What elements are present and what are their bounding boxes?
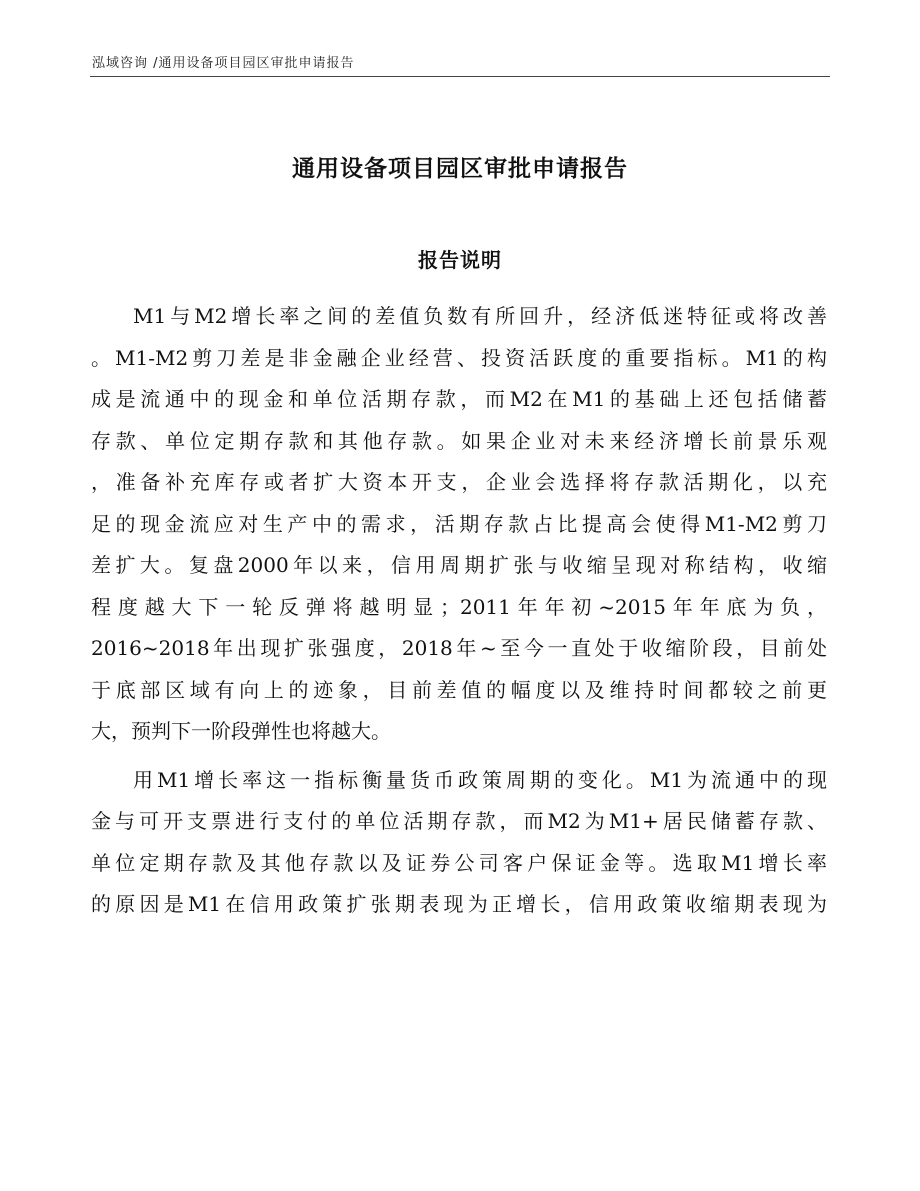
paragraph-1-line: ，准备补充库存或者扩大资本开支，企业会选择将存款活期化，以充 — [91, 470, 827, 494]
paragraph-2-line: 单位定期存款及其他存款以及证券公司客户保证金等。选取M1增长率 — [91, 850, 827, 875]
paragraph-2-line: 的原因是M1在信用政策扩张期表现为正增长，信用政策收缩期表现为 — [91, 892, 827, 916]
paragraph-1-line: 存款、单位定期存款和其他存款。如果企业对未来经济增长前景乐观 — [91, 428, 827, 453]
paragraph-1-line: 。M1-M2剪刀差是非金融企业经营、投资活跃度的重要指标。M1的构 — [91, 345, 827, 370]
paragraph-1-line: 大，预判下一阶段弹性也将越大。 — [91, 719, 391, 743]
paragraph-1-line: 2016~2018年出现扩张强度，2018年~至今一直处于收缩阶段，目前处 — [91, 636, 827, 660]
document-title: 通用设备项目园区审批申请报告 — [292, 156, 628, 182]
paragraph-1-line: 足的现金流应对生产中的需求，活期存款占比提高会使得M1-M2剪刀 — [91, 511, 827, 536]
paragraph-1-line: 差扩大。复盘2000年以来，信用周期扩张与收缩呈现对称结构，收缩 — [91, 553, 827, 577]
paragraph-2-line: 用M1增长率这一指标衡量货币政策周期的变化。M1为流通中的现 — [133, 767, 827, 792]
running-header: 泓域咨询 /通用设备项目园区审批申请报告 — [92, 56, 355, 71]
header-divider — [90, 76, 830, 77]
paragraph-1-line: 于底部区域有向上的迹象，目前差值的幅度以及维持时间都较之前更 — [91, 677, 827, 702]
paragraph-1-line: 成是流通中的现金和单位活期存款，而M2在M1的基础上还包括储蓄 — [91, 387, 827, 411]
paragraph-1-line: 程度越大下一轮反弹将越明显；2011年年初~2015年年底为负， — [91, 594, 827, 619]
paragraph-1-line: M1与M2增长率之间的差值负数有所回升，经济低迷特征或将改善 — [133, 304, 827, 328]
section-title: 报告说明 — [418, 248, 502, 272]
paragraph-gap — [91, 753, 827, 760]
body-text — [91, 296, 827, 926]
paragraph-2-line: 金与可开支票进行支付的单位活期存款，而M2为M1+居民储蓄存款、 — [91, 809, 827, 833]
